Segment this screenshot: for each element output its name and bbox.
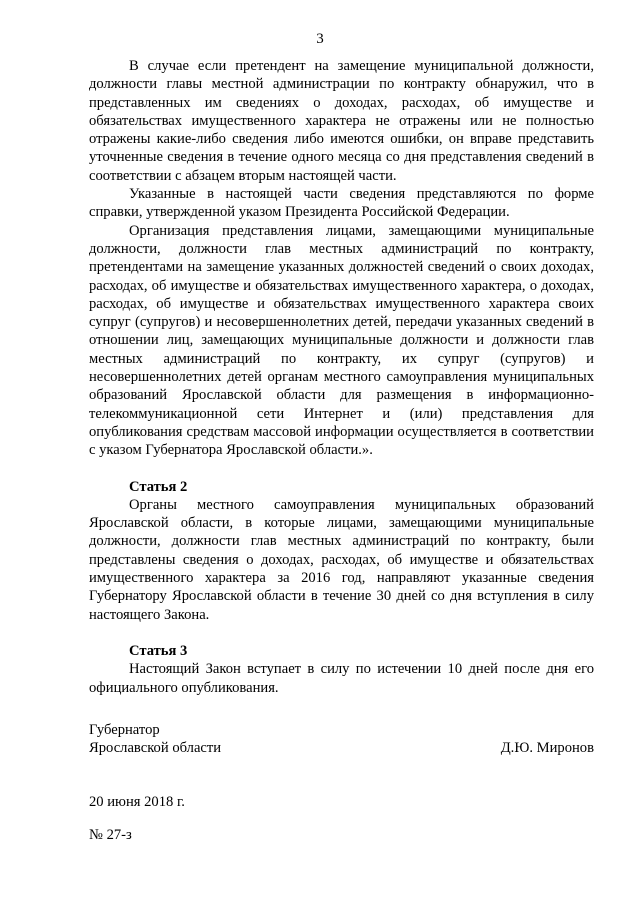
document-body (89, 57, 594, 697)
signer-title-line1: Губернатор (89, 722, 160, 738)
article-3-heading: Статья 3 (129, 642, 188, 659)
paragraph-organization: Организация представления лицами, замещающими муниципальные должности, должности глав местных администраций по контракту, претендентами на замещение указанных должностей сведений о своих доходах, расходах, об имуществе и обязательствах имущественного характера, о доходах, расходах, об имуществе и обязательствах имущественного характера своих супруг (супругов) и несовершеннолетних детей, передачи указанных сведений в отношении лиц, замещающих муниципальные должности и должности глав местных администраций по контракту, их супруг (супругов) и несовершеннолетних детей органам местного самоуправления муниципальных образований Ярославской области для размещения в информационно-телекоммуникационной сети Интернет и (или) представления для опубликования средствам массовой информации осуществляется в соответствии с указом Губернатора Ярославской области.». (89, 222, 594, 459)
law-number: № 27-з (89, 827, 132, 843)
article-2-text: Органы местного самоуправления муниципальных образований Ярославской области, в которые лицами, замещающими муниципальные должности, должности глав местных администраций по контракту, были представлены сведения о доходах, расходах, об имуществе и обязательствах имущественного характера за 2016 год, направляют указанные сведения Губернатору Ярославской области в течение 30 дней со дня вступления в силу настоящего Закона. (89, 496, 594, 623)
signer-name: Д.Ю. Миронов (500, 740, 594, 757)
signing-date: 20 июня 2018 г. (89, 794, 185, 810)
paragraph-form: Указанные в настоящей части сведения представляются по форме справки, утвержденной указом Президента Российской Федерации. (89, 186, 594, 221)
signature-block (89, 721, 594, 758)
page-number: 3 (316, 31, 324, 47)
signer-title-line2: Ярославской области (89, 740, 222, 757)
article-3-text: Настоящий Закон вступает в силу по истечении 10 дней после дня его официального опубликования. (89, 661, 594, 696)
paragraph-correction: В случае если претендент на замещение муниципальной должности, должности главы местной администрации по контракту обнаружил, что в представленных им сведениях о доходах, расходах, об имуществе и обязательствах имущественного характера не отражены или не полностью отражены какие-либо сведения либо имеются ошибки, он вправе представить уточненные сведения в течение одного месяца со дня представления сведений в соответствии с абзацем вторым настоящей части. (89, 58, 594, 184)
article-2-heading: Статья 2 (129, 478, 188, 495)
